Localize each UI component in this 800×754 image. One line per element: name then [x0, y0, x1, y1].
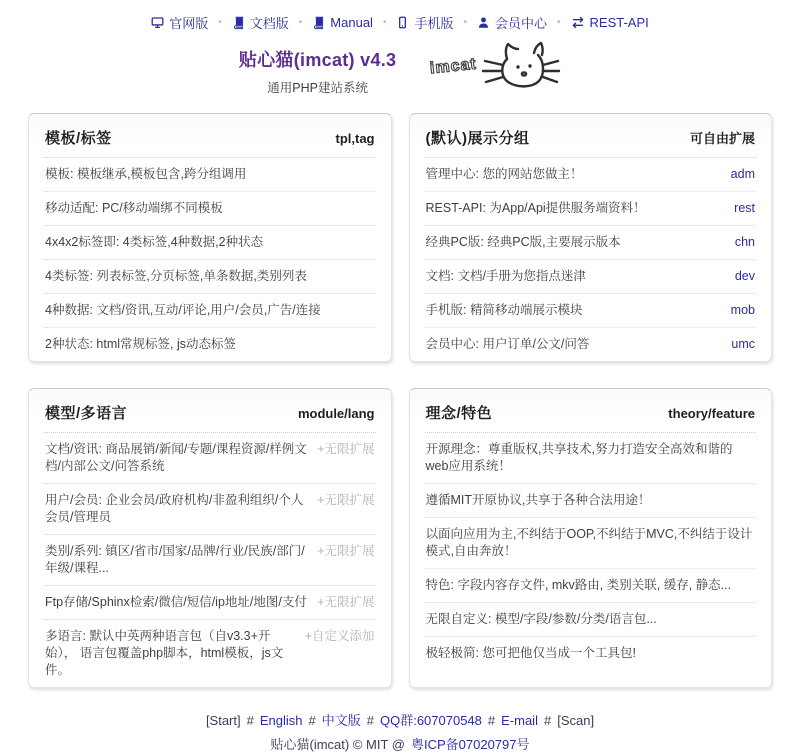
- title-block: [239, 46, 397, 96]
- footer-link[interactable]: English: [259, 713, 303, 728]
- footer-text: 贴心猫(imcat) © MIT @: [270, 737, 405, 752]
- book-icon: [232, 16, 245, 29]
- footer: [0, 712, 800, 754]
- list-item: [425, 294, 757, 328]
- nav-item-label: Manual: [330, 15, 373, 30]
- book-icon: [312, 16, 325, 29]
- list-item: [44, 192, 376, 226]
- nav-separator: •: [557, 17, 561, 28]
- row-text: 移动适配: PC/移动端绑不同模板: [45, 201, 223, 215]
- row-text: Ftp存储/Sphinx检索/微信/短信/ip地址/地图/支付: [45, 595, 307, 609]
- swap-arrows-icon: [571, 16, 585, 29]
- row-link[interactable]: mob: [730, 303, 755, 317]
- user-icon: [477, 16, 490, 29]
- row-text: 多语言: 默认中英两种语言包（自v3.3+开始）， 语言包覆盖php脚本，html模板，js文件。: [45, 629, 284, 677]
- list-item: [44, 260, 376, 294]
- nav-separator: •: [298, 17, 303, 28]
- row-ext-label: +无限扩展: [317, 442, 375, 456]
- panel-badge: tpl,tag: [335, 131, 375, 146]
- nav-separator: •: [463, 17, 467, 28]
- row-text: 管理中心: 您的网站您做主！: [425, 167, 583, 181]
- row-text: 类别/系列: 镇区/省市/国家/品牌/行业/民族/部门/年级/课程...: [45, 544, 305, 575]
- row-text: 无限自定义: 模型/字段/参数/分类/语言包...: [425, 612, 657, 626]
- row-text: 4种数据: 文档/资讯,互动/评论,用户/会员,广告/连接: [45, 303, 321, 317]
- monitor-icon: [151, 16, 164, 29]
- footer-link[interactable]: E-mail: [501, 713, 538, 728]
- row-ext-label: +无限扩展: [317, 493, 375, 507]
- list-item: [425, 518, 757, 569]
- list-item: [425, 603, 757, 637]
- masthead: [0, 40, 800, 101]
- row-link[interactable]: dev: [734, 269, 755, 283]
- footer-separator: #: [246, 713, 254, 728]
- footer-links-line: [0, 712, 800, 730]
- nav-item-4[interactable]: [477, 13, 547, 32]
- row-text: 遵循MIT开原协议,共享于各种合法用途！: [425, 493, 651, 507]
- list-item: [425, 328, 757, 361]
- row-link[interactable]: adm: [730, 167, 755, 181]
- row-text: 经典PC版: 经典PC版,主要展示版本: [425, 235, 621, 249]
- imcat-logo: [430, 40, 561, 101]
- row-text: 文档/资讯: 商品展销/新闻/专题/课程资源/样例文档/内部公文/问答系统: [45, 442, 307, 473]
- list-item: [425, 569, 757, 603]
- nav-item-label: REST-API: [589, 15, 649, 30]
- list-item: [425, 192, 757, 226]
- list-item: [44, 158, 376, 192]
- row-text: REST-API: 为App/Api提供服务端资料！: [425, 201, 646, 215]
- row-text: 4类标签: 列表标签,分页标签,单条数据,类别列表: [45, 269, 307, 283]
- row-text: 以面向应用为主,不纠结于OOP,不纠结于MVC,不纠结于设计模式,自由奔放！: [425, 527, 753, 558]
- panel-title: 模型/多语言: [45, 405, 128, 422]
- nav-separator: •: [218, 17, 222, 28]
- list-item: [44, 433, 376, 484]
- list-item: [425, 260, 757, 294]
- row-ext-label: +无限扩展: [317, 544, 375, 558]
- panel-header: [44, 114, 376, 158]
- panel-badge: 可自由扩展: [689, 131, 755, 146]
- row-text: 开源理念：尊重版权,共享技术,努力打造安全高效和谐的web应用系统！: [425, 442, 733, 473]
- footer-separator: #: [366, 713, 374, 728]
- panel-badge: theory/feature: [668, 406, 755, 421]
- top-nav: [0, 0, 800, 32]
- row-text: 极轻极简: 您可把他仅当成一个工具包!: [425, 646, 636, 660]
- row-ext-label: +自定义添加: [304, 629, 375, 643]
- panel-header: [44, 389, 376, 433]
- panel-title: (默认)展示分组: [425, 130, 530, 147]
- panel-1: [409, 113, 773, 362]
- row-text: 4x4x2标签即: 4类标签,4种数据,2种状态: [45, 235, 264, 249]
- row-text: 用户/会员: 企业会员/政府机构/非盈利组织/个人会员/管理员: [45, 493, 304, 524]
- panel-header: [425, 114, 757, 158]
- cat-face-icon: [479, 40, 561, 101]
- row-text: 手机版: 精简移动端展示模块: [425, 303, 583, 317]
- panel-2: [28, 388, 392, 688]
- row-link[interactable]: chn: [734, 235, 755, 249]
- nav-item-3[interactable]: [396, 13, 453, 32]
- row-text: 文档: 文档/手册为您指点迷津: [425, 269, 586, 283]
- row-link[interactable]: umc: [731, 337, 755, 351]
- row-ext-label: +无限扩展: [317, 595, 375, 609]
- nav-item-5[interactable]: [571, 15, 649, 30]
- panel-0: [28, 113, 392, 362]
- footer-link[interactable]: 粤ICP备07020797号: [410, 737, 530, 752]
- list-item: [44, 535, 376, 586]
- nav-item-label: 文档版: [249, 16, 289, 31]
- panel-3: [409, 388, 773, 688]
- page-title: 贴心猫(imcat) v4.3: [238, 49, 397, 70]
- row-text: 会员中心: 用户订单/公文/问答: [425, 337, 590, 351]
- list-item: [425, 433, 757, 484]
- list-item: [44, 620, 376, 687]
- panel-header: [425, 389, 757, 433]
- logo-text: imcat: [429, 55, 478, 77]
- panel-badge: module/lang: [297, 406, 375, 421]
- list-item: [44, 226, 376, 260]
- panel-title: 模板/标签: [45, 130, 112, 147]
- nav-separator: •: [382, 17, 387, 28]
- footer-separator: #: [308, 713, 316, 728]
- nav-item-label: 会员中心: [494, 16, 547, 31]
- footer-separator: #: [543, 713, 552, 728]
- list-item: [425, 158, 757, 192]
- panel-title: 理念/特色: [425, 405, 493, 422]
- panels-grid: [28, 113, 772, 688]
- row-text: 特色: 字段内容存文件, mkv路由, 类别关联, 缓存, 静态...: [425, 578, 732, 592]
- footer-text[interactable]: [Start]: [205, 713, 241, 728]
- mobile-icon: [396, 16, 409, 29]
- list-item: [44, 294, 376, 328]
- nav-item-1[interactable]: [232, 13, 289, 32]
- list-item: [44, 328, 376, 361]
- list-item: [425, 226, 757, 260]
- nav-item-0[interactable]: [151, 13, 208, 32]
- list-item: [425, 484, 757, 518]
- footer-link[interactable]: QQ群:607070548: [379, 713, 482, 728]
- row-text: 2种状态: html常规标签, js动态标签: [45, 337, 236, 351]
- nav-item-2[interactable]: [312, 15, 373, 30]
- footer-text[interactable]: [Scan]: [557, 713, 595, 728]
- row-link[interactable]: rest: [734, 201, 755, 215]
- page-subtitle: 通用PHP建站系统: [267, 80, 368, 95]
- footer-copyright-line: [0, 736, 800, 754]
- footer-link[interactable]: 中文版: [321, 713, 361, 728]
- list-item: [425, 637, 757, 670]
- row-text: 模板: 模板继承,模板包含,跨分组调用: [45, 167, 247, 181]
- list-item: [44, 586, 376, 620]
- nav-item-label: 官网版: [169, 16, 209, 31]
- footer-separator: #: [487, 713, 496, 728]
- list-item: [44, 484, 376, 535]
- nav-item-label: 手机版: [414, 16, 454, 31]
